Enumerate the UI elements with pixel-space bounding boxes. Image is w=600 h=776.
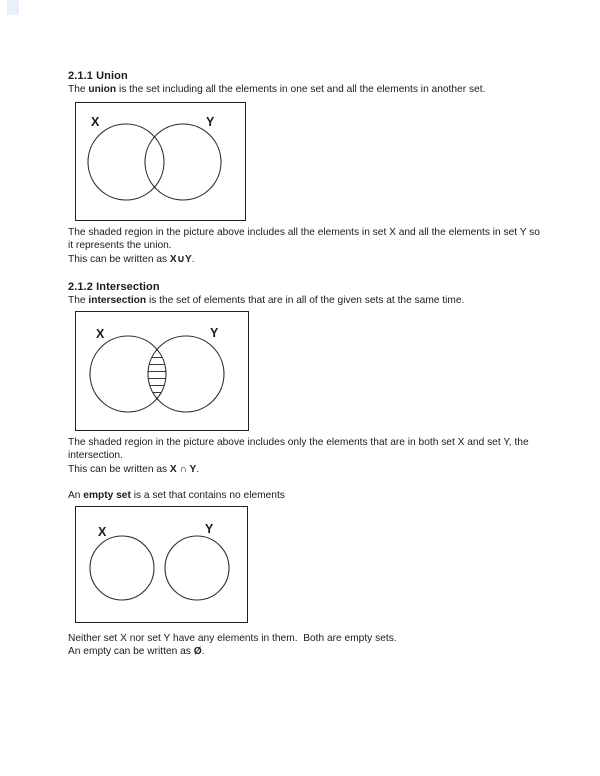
empty-set-notation-pre: An empty can be written as: [68, 646, 194, 657]
empty-set-term: empty set: [83, 490, 131, 501]
empty-set-venn-svg: [76, 507, 247, 622]
empty-set-notation: [68, 645, 550, 659]
union-heading: 2.1.1 Union: [68, 70, 128, 82]
union-notation: [68, 253, 550, 267]
union-venn-svg: [76, 103, 245, 220]
union-term: union: [88, 84, 117, 95]
empty-set-caption-line1: Neither set X nor set Y have any elements in them. Both are empty sets.: [68, 632, 397, 644]
empty-set-intro-post: is a set that contains no elements: [130, 490, 285, 501]
union-set-circle-x: [88, 124, 164, 200]
union-set-label-x: X: [91, 114, 100, 129]
empty-set-circle-y: [165, 536, 229, 600]
empty-set-venn-figure: [75, 506, 248, 623]
intersection-set-label-y: Y: [210, 325, 219, 340]
union-set-circle-y: [145, 124, 221, 200]
union-venn-figure: [75, 102, 246, 221]
empty-set-intro-pre: An: [68, 490, 84, 501]
intersection-intro-post: is the set of elements that are in all of the given sets at the same time.: [146, 295, 465, 306]
union-caption-line1: The shaded region in the picture above includes all the elements in set X and all the elements in set Y so: [68, 226, 540, 238]
union-notation-pre: This can be written as: [68, 253, 170, 265]
intersection-venn-svg: [76, 312, 248, 430]
intersection-notation-symbol: X ∩ Y: [169, 463, 197, 475]
union-intro-pre: The: [68, 84, 89, 95]
intersection-notation-post: .: [196, 463, 200, 475]
scan-artifact: [7, 0, 19, 15]
empty-set-notation-post: .: [201, 646, 205, 657]
union-set-label-y: Y: [206, 114, 215, 129]
empty-set-circle-x: [90, 536, 154, 600]
union-intro-post: is the set including all the elements in one set and all the elements in another set.: [116, 84, 486, 95]
union-notation-post: .: [191, 253, 195, 265]
intersection-venn-figure: [75, 311, 249, 431]
intersection-term: intersection: [88, 295, 147, 306]
union-intro: [68, 83, 550, 97]
empty-set-intro: [68, 489, 550, 503]
intersection-set-label-x: X: [96, 326, 105, 341]
intersection-intro: [68, 294, 550, 308]
union-caption-line2: it represents the union.: [68, 240, 172, 251]
empty-set-notation-symbol: Ø: [193, 646, 202, 657]
intersection-notation: [68, 463, 550, 477]
intersection-caption-line1: The shaded region in the picture above includes only the elements that are in both set X and set Y, the: [68, 436, 529, 448]
intersection-caption-line2: intersection.: [68, 450, 123, 461]
intersection-intro-pre: The: [68, 295, 89, 306]
page-content: [68, 69, 550, 659]
empty-set-label-y: Y: [205, 521, 214, 536]
union-notation-symbol: X∪Y: [169, 253, 192, 265]
empty-set-label-x: X: [98, 524, 107, 539]
intersection-notation-pre: This can be written as: [68, 463, 170, 475]
intersection-heading: 2.1.2 Intersection: [68, 281, 160, 293]
